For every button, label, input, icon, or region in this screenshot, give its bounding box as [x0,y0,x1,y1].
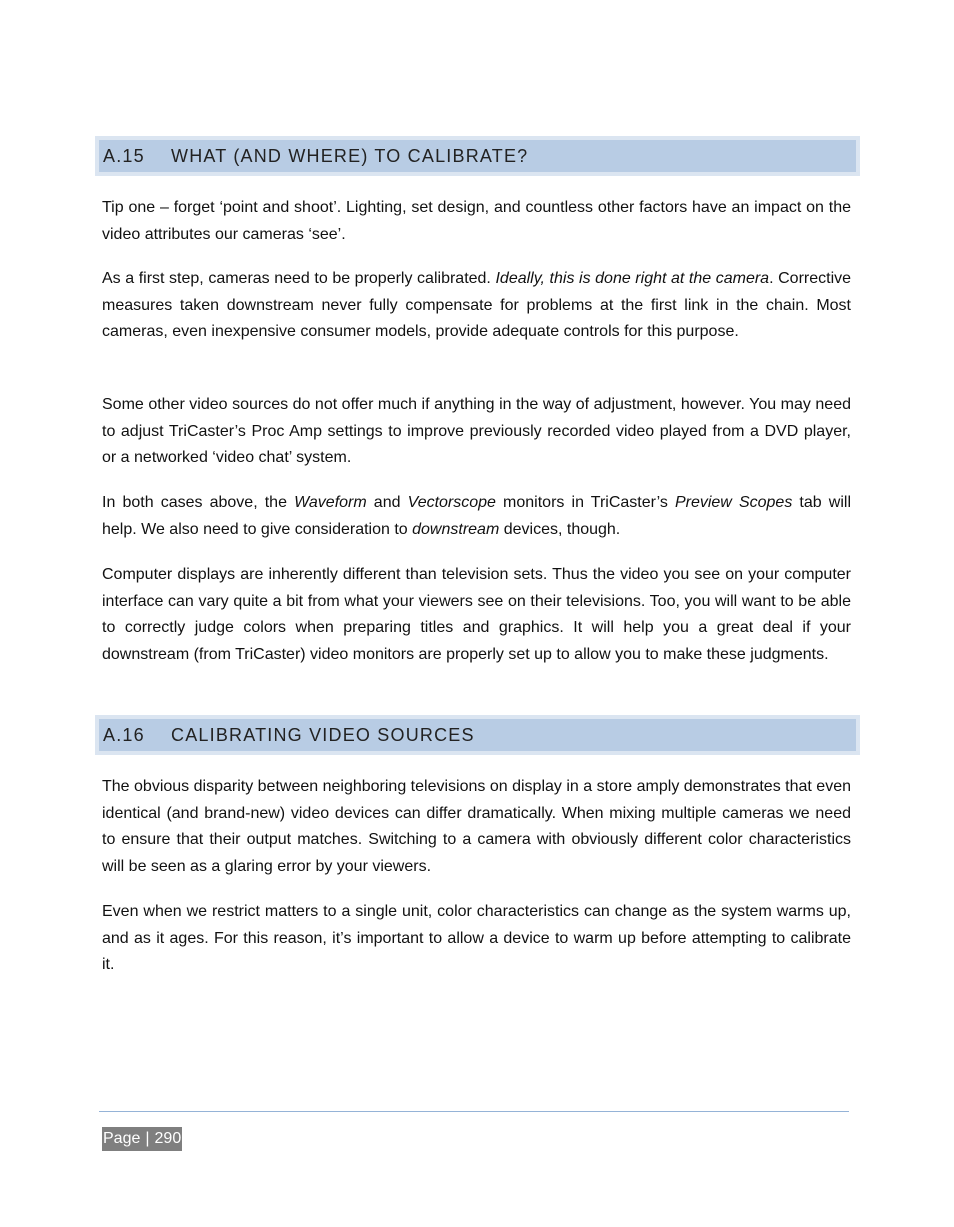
paragraph: The obvious disparity between neighboring televisions on display in a store amply demonstrates that even identical (and brand-new) video devices can differ dramatically. When mixing multiple cameras we need to ensure that their output matches. Switching to a camera with obviously different color characteristics will be seen as a glaring error by your viewers. [102,778,851,876]
paragraph: Even when we restrict matters to a single unit, color characteristics can change as the system warms up, and as it ages. For this reason, it’s important to allow a device to warm up before attempting to calibrate it. [102,903,851,974]
page-label: Page [103,1130,141,1147]
page-separator: | [145,1130,150,1147]
paragraph: Tip one – forget ‘point and shoot’. Lighting, set design, and countless other factors have an impact on the video attributes our cameras ‘see’. [102,199,851,243]
section-title: WHAT (AND WHERE) TO CALIBRATE? [171,145,529,166]
italic-run: Waveform [294,494,367,511]
section-heading-a16 [95,715,860,755]
italic-run: Vectorscope [407,494,496,511]
text-run: and [366,494,408,511]
text-run: monitors in TriCaster’s [495,494,675,511]
text-run: In both cases above, the [102,494,295,511]
paragraph [102,266,851,346]
section-title: CALIBRATING VIDEO SOURCES [171,724,475,745]
italic-run: Preview Scopes [674,494,793,511]
footer-divider [99,1111,849,1112]
text-run: . Corrective measures taken downstream never fully compensate for problems at the first link in the chain. Most cameras, even inexpensive consumer models, provide adequate controls for this purpose. [102,270,852,341]
paragraph [102,490,851,543]
section-number: A.16 [103,724,145,745]
section-number: A.15 [103,145,145,166]
text-run: As a first step, cameras need to be properly calibrated. [102,270,496,287]
italic-run: downstream [412,520,500,538]
page-number: 290 [154,1130,182,1147]
page-number-badge [102,1127,182,1151]
text-run: tab will help. We also need to give consideration to [102,494,851,538]
italic-run: Ideally, this is done right at the camera [495,270,770,287]
section-heading-a15 [95,136,860,176]
paragraph: Some other video sources do not offer much if anything in the way of adjustment, however. You may need to adjust TriCaster’s Proc Amp settings to improve previously recorded video played from a DVD player, or a networked ‘video chat’ system. [102,396,851,467]
text-run: devices, though. [499,520,621,538]
paragraph: Computer displays are inherently different than television sets. Thus the video you see on your computer interface can vary quite a bit from what your viewers see on their televisions. Too, you will want to be able to correctly judge colors when preparing titles and graphics. It will help you a great deal if your downstream (from TriCaster) video monitors are properly set up to allow you to make these judgments. [102,566,851,664]
